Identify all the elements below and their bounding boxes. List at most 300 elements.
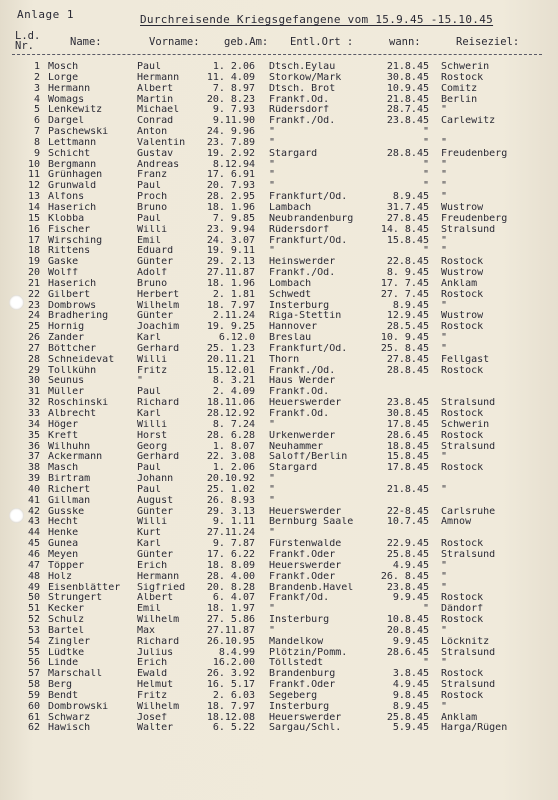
- release-place: Heinswerder: [269, 257, 336, 268]
- birth-date: 25. 1.23: [206, 343, 255, 354]
- destination: Freudenberg: [441, 213, 508, 224]
- row-number: 38: [27, 463, 40, 474]
- surname: Haserich: [48, 202, 97, 213]
- row-number: 33: [27, 409, 40, 419]
- punch-hole: [9, 295, 24, 310]
- row-number: 31: [27, 387, 40, 398]
- row-number: 14: [27, 202, 40, 213]
- release-date: ": [422, 658, 429, 669]
- release-place: Frankf.Oder: [269, 549, 336, 560]
- surname: Bendt: [48, 690, 79, 701]
- first-name: Bruno: [137, 278, 168, 289]
- release-date: 21.8.45: [386, 484, 429, 495]
- first-name: Michael: [137, 105, 180, 116]
- birth-date: 28.12.92: [206, 409, 255, 419]
- surname: Zingler: [48, 636, 91, 647]
- birth-date: 24. 3.07: [206, 235, 255, 246]
- destination: ": [441, 560, 448, 571]
- release-place: ": [269, 495, 276, 506]
- destination: ": [441, 181, 448, 192]
- surname: Marschall: [48, 669, 103, 680]
- column-header-lfd: L.d.: [15, 30, 41, 42]
- release-place: Ürkenwerder: [269, 430, 336, 441]
- release-place: Schwedt: [269, 289, 312, 300]
- table-row: [0, 398, 558, 409]
- birth-date: 11. 4.09: [206, 72, 255, 83]
- surname: Dargel: [48, 116, 85, 127]
- destination: Fellgast: [441, 354, 490, 365]
- release-place: ": [269, 137, 276, 148]
- surname: Linde: [48, 658, 79, 669]
- first-name: Andreas: [137, 159, 180, 170]
- release-place: ": [269, 604, 276, 615]
- surname: Womags: [48, 94, 85, 105]
- release-place: Brandenburg: [269, 669, 336, 680]
- release-place: Dtsch. Brot: [269, 83, 336, 94]
- first-name: Sigfried: [137, 582, 186, 593]
- table-row: [0, 604, 558, 615]
- release-date: 27.8.45: [386, 213, 429, 224]
- table-row: [0, 702, 558, 713]
- destination: Wustrow: [441, 311, 484, 322]
- table-row: [0, 528, 558, 539]
- destination: Rostock: [441, 669, 484, 680]
- row-number: 54: [27, 636, 40, 647]
- row-number: 34: [27, 419, 40, 430]
- first-name: Conrad: [137, 116, 174, 127]
- destination: ": [441, 484, 448, 495]
- release-date: 25. 8.45: [380, 343, 429, 354]
- row-number: 25: [27, 322, 40, 333]
- table-row: [0, 626, 558, 637]
- release-place: ": [269, 246, 276, 257]
- surname: Fischer: [48, 224, 91, 235]
- release-place: Frankf./Od.: [269, 116, 336, 127]
- first-name: Erich: [137, 658, 168, 669]
- release-date: 27.8.45: [386, 354, 429, 365]
- surname: Birtram: [48, 474, 91, 485]
- birth-date: 28. 6.28: [206, 430, 255, 441]
- table-row: [0, 73, 558, 84]
- birth-date: 20. 7.93: [206, 181, 255, 192]
- row-number: 29: [27, 365, 40, 376]
- first-name: Gustav: [137, 148, 174, 159]
- table-row: [0, 311, 558, 322]
- release-place: Stargard: [269, 463, 318, 474]
- surname: Meyen: [48, 549, 79, 560]
- birth-date: 18.12.08: [206, 712, 255, 723]
- destination: Rostock: [441, 430, 484, 441]
- first-name: Günter: [137, 549, 174, 560]
- row-number: 45: [27, 539, 40, 550]
- table-row: [0, 355, 558, 366]
- row-number: 16: [27, 224, 40, 235]
- release-date: 10.9.45: [386, 83, 429, 94]
- row-number: 35: [27, 430, 40, 441]
- first-name: Martin: [137, 94, 174, 105]
- birth-date: 16.2.00: [212, 658, 255, 669]
- release-date: 15.8.45: [386, 235, 429, 246]
- surname: Zander: [48, 333, 85, 344]
- birth-date: 24. 9.96: [206, 127, 255, 138]
- destination: Rostock: [441, 72, 484, 83]
- prisoner-list: [0, 62, 558, 734]
- surname: Böttcher: [48, 343, 97, 354]
- surname: Tollkühn: [48, 365, 97, 376]
- release-date: 10.7.45: [386, 517, 429, 528]
- column-header-name: Name:: [70, 36, 102, 48]
- surname: Töpper: [48, 560, 85, 571]
- destination: Stralsund: [441, 441, 496, 452]
- surname: Kreft: [48, 430, 79, 441]
- birth-date: 17. 6.91: [206, 170, 255, 181]
- row-number: 11: [27, 170, 40, 181]
- birth-date: 2. 6.03: [212, 690, 255, 701]
- release-place: Insterburg: [269, 701, 330, 712]
- release-date: 28.5.45: [386, 322, 429, 333]
- release-date: 20.8.45: [386, 625, 429, 636]
- destination: Rostock: [441, 690, 484, 701]
- release-place: Breslau: [269, 333, 312, 344]
- destination: Dändorf: [441, 604, 484, 615]
- first-name: Willi: [137, 224, 168, 235]
- first-name: Hermann: [137, 72, 180, 83]
- first-name: Paul: [137, 387, 162, 398]
- birth-date: 26. 8.93: [206, 495, 255, 506]
- table-row: [0, 301, 558, 312]
- row-number: 58: [27, 680, 40, 691]
- release-date: 17.8.45: [386, 419, 429, 430]
- surname: Wolff: [48, 268, 79, 279]
- release-date: 10.8.45: [386, 615, 429, 626]
- birth-date: 20. 8.23: [206, 94, 255, 105]
- destination: ": [441, 192, 448, 203]
- release-date: 4.9.45: [392, 680, 429, 691]
- surname: Masch: [48, 463, 79, 474]
- first-name: Hermann: [137, 571, 180, 582]
- release-place: ": [269, 159, 276, 170]
- birth-date: 1. 8.07: [212, 441, 255, 452]
- destination: Anklam: [441, 712, 478, 723]
- release-place: Sargau/Schl.: [269, 723, 342, 734]
- table-row: [0, 463, 558, 474]
- birth-date: 18. 1.97: [206, 604, 255, 615]
- table-row: [0, 181, 558, 192]
- destination: Carlsruhe: [441, 506, 496, 517]
- destination: Stralsund: [441, 680, 496, 691]
- row-number: 39: [27, 474, 40, 485]
- first-name: ": [137, 376, 144, 387]
- row-number: 23: [27, 300, 40, 311]
- release-date: 25.8.45: [386, 549, 429, 560]
- release-date: ": [422, 127, 429, 138]
- first-name: Erich: [137, 560, 168, 571]
- birth-date: 16. 5.17: [206, 680, 255, 691]
- table-row: [0, 669, 558, 680]
- birth-date: 27.11.24: [206, 528, 255, 539]
- birth-date: 18.11.06: [206, 398, 255, 409]
- birth-date: 29. 3.13: [206, 506, 255, 517]
- destination: ": [441, 246, 448, 257]
- release-date: 30.8.45: [386, 72, 429, 83]
- release-place: Lambach: [269, 202, 312, 213]
- release-date: 8.9.45: [392, 701, 429, 712]
- row-number: 27: [27, 343, 40, 354]
- release-place: Neuhammer: [269, 441, 324, 452]
- surname: Hawisch: [48, 723, 91, 734]
- table-row: [0, 203, 558, 214]
- column-header-release-place: Entl.Ort :: [290, 36, 354, 48]
- destination: ": [441, 159, 448, 170]
- table-row: [0, 507, 558, 518]
- first-name: Valentin: [137, 137, 186, 148]
- release-date: ": [422, 246, 429, 257]
- birth-date: 8. 7.24: [212, 419, 255, 430]
- surname: Schwarz: [48, 712, 91, 723]
- release-date: 9.9.45: [392, 636, 429, 647]
- birth-date: 6.12.0: [218, 333, 255, 344]
- table-row: [0, 127, 558, 138]
- surname: Lorge: [48, 72, 79, 83]
- release-place: Fürstenwalde: [269, 539, 342, 550]
- release-place: Storkow/Mark: [269, 72, 342, 83]
- first-name: Wilhelm: [137, 701, 180, 712]
- row-number: 24: [27, 311, 40, 322]
- row-number: 21: [27, 278, 40, 289]
- first-name: Karl: [137, 539, 162, 550]
- release-date: 18.8.45: [386, 441, 429, 452]
- row-number: 55: [27, 647, 40, 658]
- table-row: [0, 344, 558, 355]
- table-row: [0, 268, 558, 279]
- release-date: 28.6.45: [386, 430, 429, 441]
- release-date: ": [422, 604, 429, 615]
- row-number: 60: [27, 701, 40, 712]
- birth-date: 9. 1.11: [212, 517, 255, 528]
- destination: Freudenberg: [441, 148, 508, 159]
- birth-date: 9. 7.93: [212, 105, 255, 116]
- destination: Stralsund: [441, 647, 496, 658]
- destination: ": [441, 300, 448, 311]
- table-row: [0, 387, 558, 398]
- table-row: [0, 485, 558, 496]
- destination: Stralsund: [441, 224, 496, 235]
- table-row: [0, 723, 558, 734]
- surname: Gunea: [48, 539, 79, 550]
- table-row: [0, 517, 558, 528]
- release-place: Frankf./Od.: [269, 268, 336, 279]
- surname: Bergmann: [48, 159, 97, 170]
- release-place: Mandelkow: [269, 636, 324, 647]
- destination: ": [441, 343, 448, 354]
- release-date: ": [422, 170, 429, 181]
- first-name: Gerhard: [137, 343, 180, 354]
- surname: Schicht: [48, 148, 91, 159]
- surname: Dombrowski: [48, 701, 109, 712]
- surname: Albrecht: [48, 409, 97, 419]
- surname: Klobba: [48, 213, 85, 224]
- release-place: ": [269, 127, 276, 138]
- table-row: [0, 246, 558, 257]
- release-place: ": [269, 528, 276, 539]
- destination: Löcknitz: [441, 636, 490, 647]
- birth-date: 18. 7.97: [206, 701, 255, 712]
- first-name: Paul: [137, 181, 162, 192]
- surname: Richert: [48, 484, 91, 495]
- first-name: Ewald: [137, 669, 168, 680]
- destination: Rostock: [441, 257, 484, 268]
- birth-date: 26. 3.92: [206, 669, 255, 680]
- table-row: [0, 322, 558, 333]
- surname: Henke: [48, 528, 79, 539]
- row-number: 1: [33, 62, 40, 72]
- first-name: Albert: [137, 83, 174, 94]
- destination: Rostock: [441, 409, 484, 419]
- destination: Stralsund: [441, 398, 496, 409]
- birth-date: 19. 9.11: [206, 246, 255, 257]
- first-name: Wilhelm: [137, 615, 180, 626]
- table-row: [0, 376, 558, 387]
- birth-date: 28. 4.00: [206, 571, 255, 582]
- destination: Berlin: [441, 94, 478, 105]
- first-name: Julius: [137, 647, 174, 658]
- first-name: Willi: [137, 517, 168, 528]
- release-place: Frankf./Od.: [269, 365, 336, 376]
- first-name: Bruno: [137, 202, 168, 213]
- release-place: ": [269, 181, 276, 192]
- row-number: 40: [27, 484, 40, 495]
- first-name: Kurt: [137, 528, 162, 539]
- destination: Rostock: [441, 539, 484, 550]
- release-date: 22-8.45: [386, 506, 429, 517]
- row-number: 15: [27, 213, 40, 224]
- surname: Mosch: [48, 62, 79, 72]
- destination: Harga/Rügen: [441, 723, 508, 734]
- release-date: 5.9.45: [392, 723, 429, 734]
- first-name: Joachim: [137, 322, 180, 333]
- release-date: 3.8.45: [392, 669, 429, 680]
- row-number: 26: [27, 333, 40, 344]
- table-row: [0, 539, 558, 550]
- surname: Schulz: [48, 615, 85, 626]
- punch-hole: [9, 508, 24, 523]
- first-name: Fritz: [137, 690, 168, 701]
- row-number: 4: [33, 94, 40, 105]
- release-date: 28.8.45: [386, 148, 429, 159]
- release-place: Heuerswerder: [269, 560, 342, 571]
- release-date: 8.9.45: [392, 300, 429, 311]
- surname: Paschewski: [48, 127, 109, 138]
- first-name: Willi: [137, 419, 168, 430]
- document-title: Durchreisende Kriegsgefangene vom 15.9.45 -15.10.45: [140, 13, 494, 26]
- first-name: Karl: [137, 409, 162, 419]
- first-name: Herbert: [137, 289, 180, 300]
- birth-date: 2. 1.81: [212, 289, 255, 300]
- column-header-number: [15, 31, 40, 51]
- release-place: Frankf.Oder: [269, 571, 336, 582]
- table-row: [0, 431, 558, 442]
- release-place: Frankf.Od.: [269, 409, 330, 419]
- release-date: 26. 8.45: [380, 571, 429, 582]
- table-row: [0, 615, 558, 626]
- release-place: Bernburg Saale: [269, 517, 354, 528]
- row-number: 18: [27, 246, 40, 257]
- destination: Schwerin: [441, 62, 490, 72]
- surname: Hermann: [48, 83, 91, 94]
- surname: Gilbert: [48, 289, 91, 300]
- destination: Anklam: [441, 278, 478, 289]
- release-place: Frankfurt/Od.: [269, 235, 348, 246]
- surname: Lettmann: [48, 137, 97, 148]
- destination: Rostock: [441, 593, 484, 604]
- release-place: ": [269, 484, 276, 495]
- first-name: Emil: [137, 235, 162, 246]
- release-place: Rüdersdorf: [269, 224, 330, 235]
- surname: Bradhering: [48, 311, 109, 322]
- release-date: 30.8.45: [386, 409, 429, 419]
- first-name: Max: [137, 625, 156, 636]
- release-date: 4.9.45: [392, 560, 429, 571]
- release-date: 31.7.45: [386, 202, 429, 213]
- surname: Hornig: [48, 322, 85, 333]
- column-header-destination: Reiseziel:: [456, 36, 520, 48]
- row-number: 51: [27, 604, 40, 615]
- table-row: [0, 583, 558, 594]
- table-row: [0, 257, 558, 268]
- surname: Grunwald: [48, 181, 97, 192]
- birth-date: 27.11.87: [206, 625, 255, 636]
- row-number: 52: [27, 615, 40, 626]
- destination: ": [441, 105, 448, 116]
- row-number: 17: [27, 235, 40, 246]
- release-date: 8. 9.45: [386, 268, 429, 279]
- birth-date: 25. 1.02: [206, 484, 255, 495]
- birth-date: 22. 3.08: [206, 452, 255, 463]
- table-row: [0, 561, 558, 572]
- surname: Dombrows: [48, 300, 97, 311]
- destination: ": [441, 137, 448, 148]
- first-name: Franz: [137, 170, 168, 181]
- surname: Roschinski: [48, 398, 109, 409]
- release-place: Frankfurt/Od.: [269, 192, 348, 203]
- table-row: [0, 496, 558, 507]
- release-place: Lombach: [269, 278, 312, 289]
- row-number: 53: [27, 625, 40, 636]
- row-number: 61: [27, 712, 40, 723]
- surname: Haserich: [48, 278, 97, 289]
- release-date: 28.7.45: [386, 105, 429, 116]
- table-row: [0, 116, 558, 127]
- first-name: Helmut: [137, 680, 174, 691]
- birth-date: 2.11.24: [212, 311, 255, 322]
- release-place: Haus Werder: [269, 376, 336, 387]
- release-date: 23.8.45: [386, 116, 429, 127]
- destination: ": [441, 701, 448, 712]
- column-header-date: wann:: [389, 36, 421, 48]
- destination: ": [441, 452, 448, 463]
- first-name: Emil: [137, 604, 162, 615]
- table-row: [0, 95, 558, 106]
- birth-date: 18. 7.97: [206, 300, 255, 311]
- birth-date: 18. 1.96: [206, 278, 255, 289]
- table-row: [0, 691, 558, 702]
- first-name: Walter: [137, 723, 174, 734]
- birth-date: 27.11.87: [206, 268, 255, 279]
- release-place: Segeberg: [269, 690, 318, 701]
- surname: Höger: [48, 419, 79, 430]
- row-number: 8: [33, 137, 40, 148]
- surname: Hecht: [48, 517, 79, 528]
